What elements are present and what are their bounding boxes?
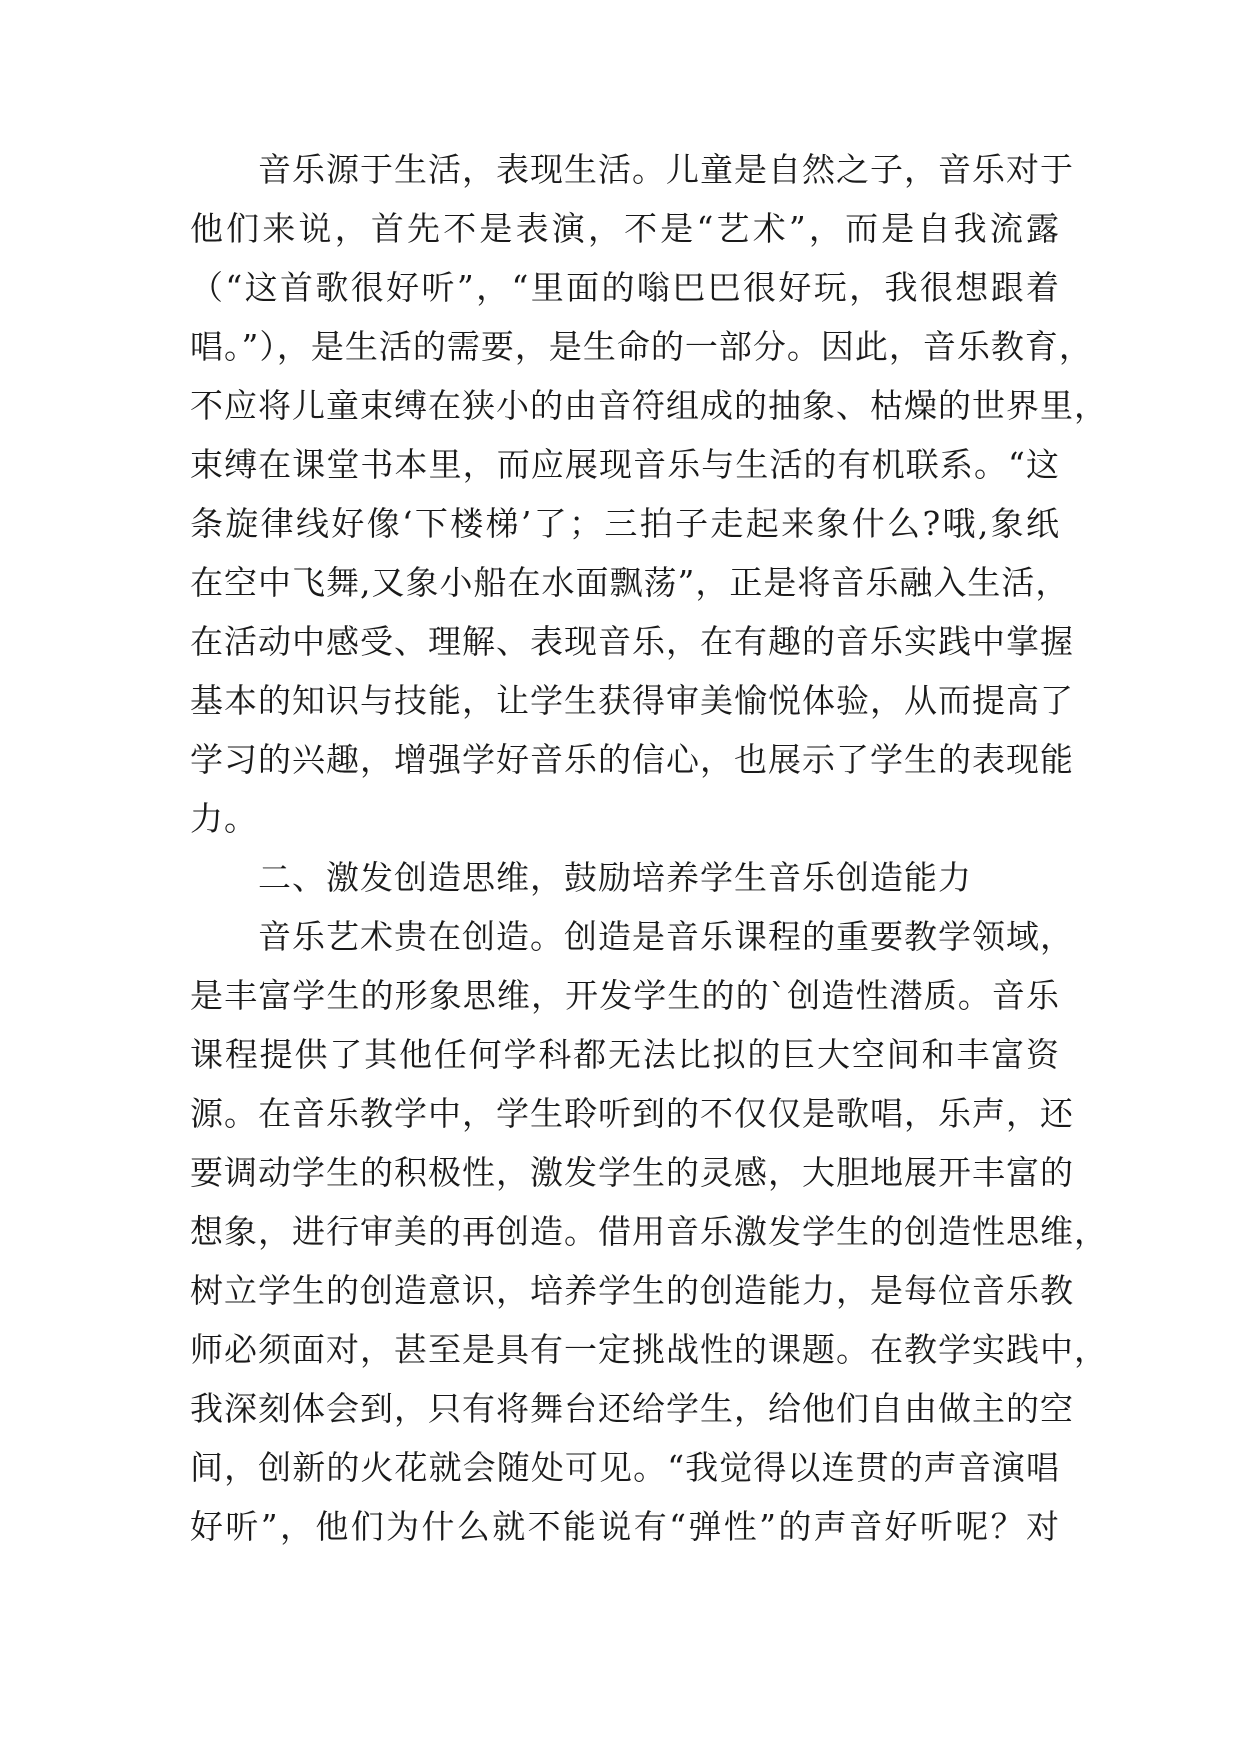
text-line: 他们来说，首先不是表演，不是“艺术”，而是自我流露 (190, 209, 1060, 248)
text-line: 唱。”），是生活的需要，是生命的一部分。因此，音乐教育， (190, 327, 1093, 366)
text-line: 师必须面对，甚至是具有一定挑战性的课题。在教学实践中， (190, 1330, 1108, 1369)
text-line: 源。在音乐教学中，学生聆听到的不仅仅是歌唱，乐声，还 (190, 1094, 1074, 1133)
text-line: 好听”，他们为什么就不能说有“弹性”的声音好听呢？对 (190, 1507, 1060, 1546)
text-line: 基本的知识与技能，让学生获得审美愉悦体验，从而提高了 (190, 681, 1074, 720)
section-heading (190, 848, 1060, 907)
text-line: 不应将儿童束缚在狭小的由音符组成的抽象、枯燥的世界里， (190, 386, 1108, 425)
text-line: 音乐艺术贵在创造。创造是音乐课程的重要教学领域， (258, 917, 1074, 956)
text-line: 要调动学生的积极性，激发学生的灵感，大胆地展开丰富的 (190, 1153, 1074, 1192)
text-line: 间，创新的火花就会随处可见。“我觉得以连贯的声音演唱 (190, 1448, 1060, 1487)
text-line: 我深刻体会到，只有将舞台还给学生，给他们自由做主的空 (190, 1389, 1074, 1428)
text-line: 学习的兴趣，增强学好音乐的信心，也展示了学生的表现能 (190, 740, 1074, 779)
text-line: （“这首歌很好听”，“里面的嗡巴巴很好玩，我很想跟着 (190, 268, 1060, 307)
document-page (190, 140, 1108, 1556)
paragraph-creativity (190, 907, 1108, 1556)
text-line: 树立学生的创造意识，培养学生的创造能力，是每位音乐教 (190, 1271, 1074, 1310)
text-line: 条旋律线好像‘下楼梯’了；三拍子走起来象什么?哦,象纸 (190, 504, 1060, 543)
text-line: 力。 (190, 799, 258, 838)
paragraph-music-and-life (190, 140, 1108, 848)
text-line: 课程提供了其他任何学科都无法比拟的巨大空间和丰富资 (190, 1035, 1060, 1074)
text-line: 想象，进行审美的再创造。借用音乐激发学生的创造性思维， (190, 1212, 1108, 1251)
section-heading-text: 二、激发创造思维，鼓励培养学生音乐创造能力 (258, 858, 972, 897)
text-line: 音乐源于生活，表现生活。儿童是自然之子，音乐对于 (258, 150, 1074, 189)
text-line: 是丰富学生的形象思维，开发学生的的`创造性潜质。音乐 (190, 976, 1060, 1015)
text-line: 在空中飞舞,又象小船在水面飘荡”，正是将音乐融入生活， (190, 563, 1070, 602)
text-line: 束缚在课堂书本里，而应展现音乐与生活的有机联系。“这 (190, 445, 1060, 484)
text-line: 在活动中感受、理解、表现音乐，在有趣的音乐实践中掌握 (190, 622, 1074, 661)
